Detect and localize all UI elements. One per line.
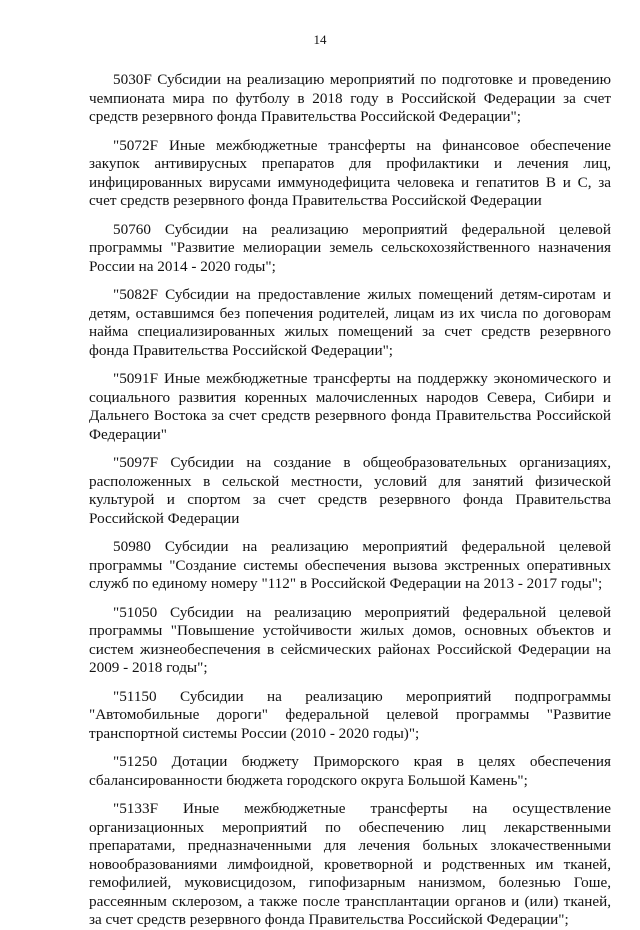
paragraph-50760: 50760 Субсидии на реализацию мероприятий федеральной целевой программы "Развитие мелиорации земель сельскохозяйственного назначения России на 2014 - 2020 годы"; <box>89 220 611 275</box>
paragraph-50980: 50980 Субсидии на реализацию мероприятий федеральной целевой программы "Создание системы обеспечения вызова экстренных оперативных служб по единому номеру "112" в Российской Федерации на 2013 - 2017 годы"; <box>89 538 611 592</box>
paragraph-5082f: "5082F Субсидии на предоставление жилых помещений детям-сиротам и детям, оставшимся без попечения родителей, лицам из их числа по договорам найма специализированных жилых помещений за счет средств резервного фонда Правительства Российской Федерации"; <box>89 286 611 359</box>
paragraph-5030f: 5030F Субсидии на реализацию мероприятий по подготовке и проведению чемпионата мира по футболу в 2018 году в Российской Федерации за счет средств резервного фонда Правительства Российской Федерации"; <box>89 71 611 125</box>
paragraph-51250: "51250 Дотации бюджету Приморского края в целях обеспечения сбалансированности бюджета городского округа Большой Камень"; <box>89 753 611 789</box>
document-body <box>89 71 611 930</box>
paragraph-51150: "51150 Субсидии на реализацию мероприятий подпрограммы "Автомобильные дороги" федеральной целевой программы "Развитие транспортной системы России (2010 - 2020 годы)"; <box>89 687 611 742</box>
paragraph-5072f: "5072F Иные межбюджетные трансферты на финансовое обеспечение закупок антивирусных препаратов для профилактики и лечения лиц, инфицированных вирусами иммунодефицита человека и гепатитов B и C, за счет средств резервного фонда Правительства Российской Федерации <box>89 136 611 209</box>
paragraph-5097f: "5097F Субсидии на создание в общеобразовательных организациях, расположенных в сельской местности, условий для занятий физической культурой и спортом за счет средств резервного фонда Правительства Российской Федерации <box>89 454 611 527</box>
paragraph-5091f: "5091F Иные межбюджетные трансферты на поддержку экономического и социального развития коренных малочисленных народов Севера, Сибири и Дальнего Востока за счет средств резервного фонда Правительства Российской Федерации" <box>89 370 611 443</box>
page-number: 14 <box>313 32 327 47</box>
paragraph-51050: "51050 Субсидии на реализацию мероприятий федеральной целевой программы "Повышение устойчивости жилых домов, основных объектов и систем жизнеобеспечения в сейсмических районах Российской Федерации на 2009 - 2018 годы"; <box>89 603 611 676</box>
paragraph-5133f: "5133F Иные межбюджетные трансферты на осуществление организационных мероприятий по обеспечению лиц лекарственными препаратами, предназначенными для лечения больных злокачественными новообразованиями лимфоидной, кроветворной и родственных им тканей, гемофилией, муковисцидозом, гипофизарным нанизмом, болезнью Гоше, рассеянным склерозом, а также после трансплантации органов и (или) тканей, за счет средств резервного фонда Правительства Российской Федерации"; <box>89 800 611 928</box>
